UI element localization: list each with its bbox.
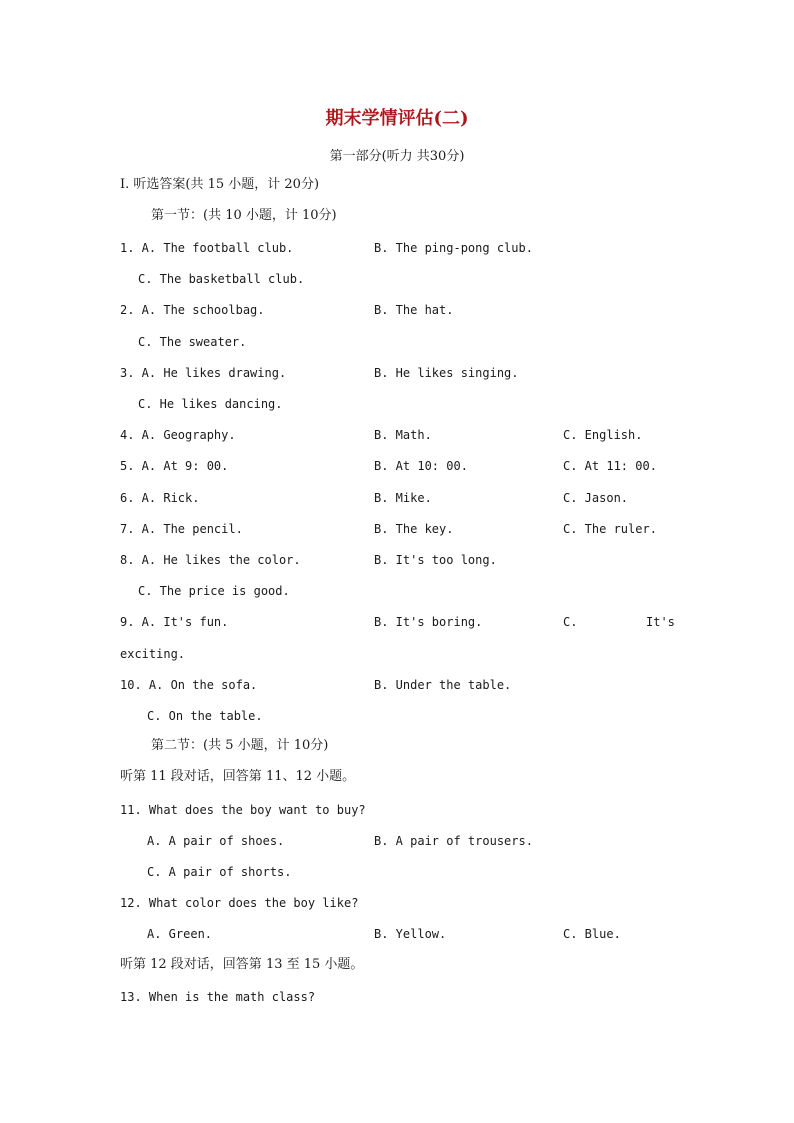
- q1-option-c: C. The basketball club.: [138, 272, 305, 286]
- q4-option-a: 4. A. Geography.: [120, 428, 236, 442]
- q5-option-c: C. At 11: 00.: [563, 459, 657, 473]
- q6-option-c: C. Jason.: [563, 491, 629, 505]
- dialog-12-instruction: 听第 12 段对话，回答第 13 至 15 小题。: [120, 957, 364, 972]
- q8-option-b: B. It's too long.: [374, 553, 497, 567]
- q8-option-a: 8. A. He likes the color.: [120, 553, 301, 567]
- q10-option-c: C. On the table.: [147, 709, 263, 723]
- q3-option-c: C. He likes dancing.: [138, 397, 283, 411]
- q12-option-c: C. Blue.: [563, 927, 621, 941]
- q12-option-b: B. Yellow.: [374, 927, 447, 941]
- page-subtitle: 第一部分(听力 共30分): [329, 149, 465, 164]
- section-heading: Ⅰ. 听选答案(共 15 小题，计 20分): [120, 177, 320, 192]
- part2-heading: 第二节：(共 5 小题，计 10分): [151, 738, 329, 753]
- q2-option-a: 2. A. The schoolbag.: [120, 303, 265, 317]
- q11-option-a: A. A pair of shoes.: [147, 834, 285, 848]
- q9-option-b: B. It's boring.: [374, 615, 483, 629]
- part1-heading: 第一节：(共 10 小题，计 10分): [151, 208, 337, 223]
- q11-option-c: C. A pair of shorts.: [147, 865, 292, 879]
- q3-option-b: B. He likes singing.: [374, 366, 519, 380]
- dialog-11-instruction: 听第 11 段对话，回答第 11、12 小题。: [120, 769, 356, 784]
- q8-option-c: C. The price is good.: [138, 584, 290, 598]
- q12-stem: 12. What color does the boy like?: [120, 896, 359, 910]
- q4-option-b: B. Math.: [374, 428, 432, 442]
- q7-option-a: 7. A. The pencil.: [120, 522, 243, 536]
- q6-option-a: 6. A. Rick.: [120, 491, 200, 505]
- page-title: 期末学情评估(二): [325, 108, 469, 129]
- q3-option-a: 3. A. He likes drawing.: [120, 366, 287, 380]
- q11-option-b: B. A pair of trousers.: [374, 834, 533, 848]
- q4-option-c: C. English.: [563, 428, 643, 442]
- q5-option-b: B. At 10: 00.: [374, 459, 468, 473]
- q5-option-a: 5. A. At 9: 00.: [120, 459, 229, 473]
- q1-option-a: 1. A. The football club.: [120, 241, 294, 255]
- q2-option-c: C. The sweater.: [138, 335, 247, 349]
- q7-option-c: C. The ruler.: [563, 522, 657, 536]
- q11-stem: 11. What does the boy want to buy?: [120, 803, 366, 817]
- q9-option-c-label: C.: [563, 615, 578, 629]
- q13-stem: 13. When is the math class?: [120, 990, 316, 1004]
- q2-option-b: B. The hat.: [374, 303, 454, 317]
- q7-option-b: B. The key.: [374, 522, 454, 536]
- q6-option-b: B. Mike.: [374, 491, 432, 505]
- q10-option-b: B. Under the table.: [374, 678, 512, 692]
- q12-option-a: A. Green.: [147, 927, 213, 941]
- q9-option-c-wrap: exciting.: [120, 647, 186, 661]
- q10-option-a: 10. A. On the sofa.: [120, 678, 258, 692]
- q9-option-c-text: It's: [646, 615, 675, 629]
- q9-option-a: 9. A. It's fun.: [120, 615, 229, 629]
- q1-option-b: B. The ping-pong club.: [374, 241, 533, 255]
